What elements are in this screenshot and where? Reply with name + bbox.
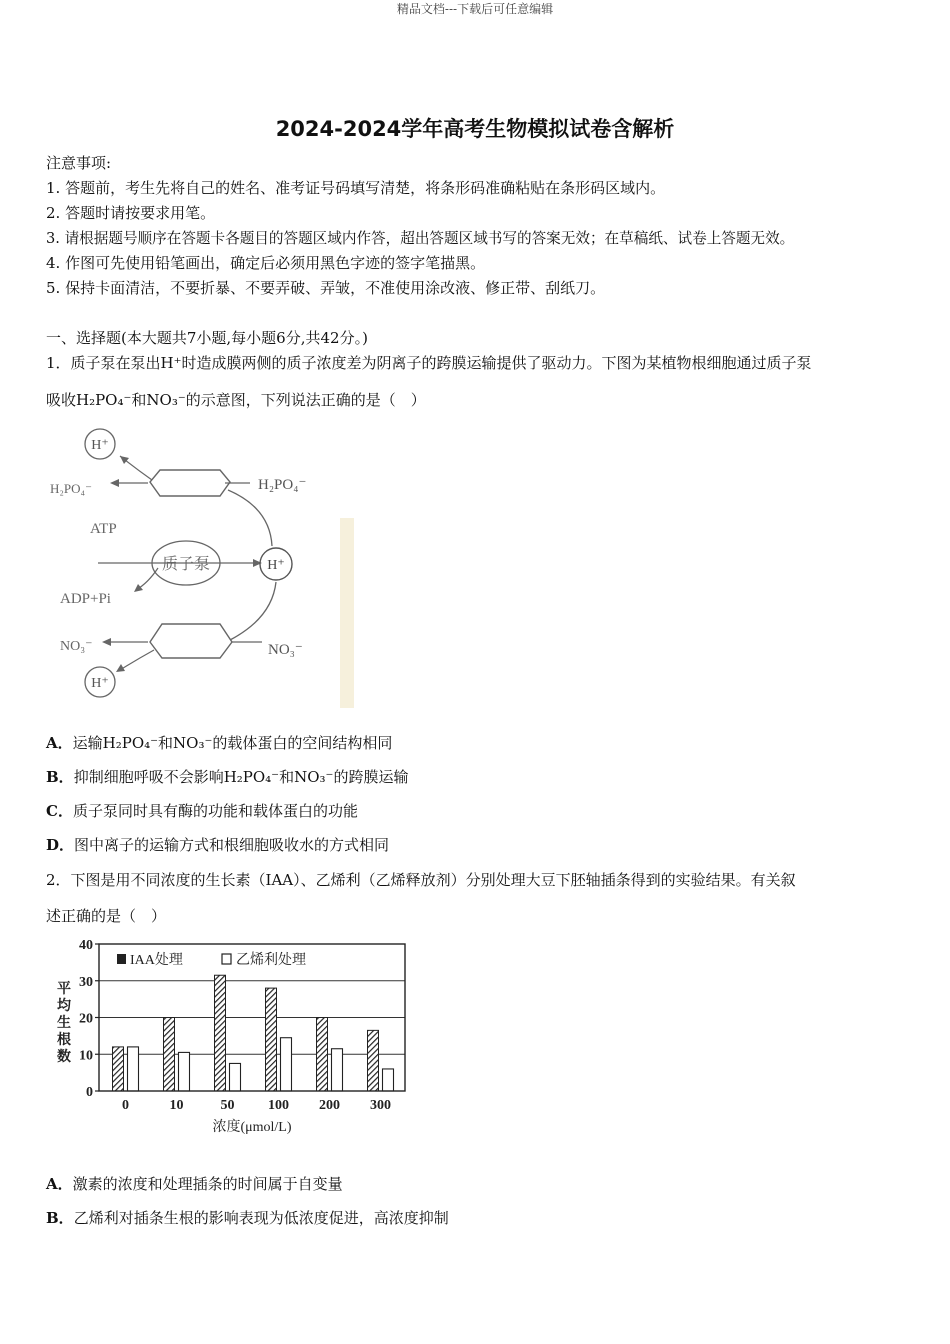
bar-iaa [113, 1047, 124, 1091]
no3-carrier [150, 624, 232, 658]
no3-left-label: NO₃⁻ [60, 639, 93, 654]
arrow [120, 650, 154, 670]
q1-option-d: D．图中离子的运输方式和根细胞吸收水的方式相同 [46, 836, 390, 854]
bar-iaa [317, 1018, 328, 1092]
x-tick-label: 0 [122, 1098, 129, 1113]
scan-shadow [340, 518, 354, 708]
bar-ethephon [383, 1069, 394, 1091]
notice-item: 5. 保持卡面清洁，不要折暴、不要弄破、弄皱，不准使用涂改液、修正带、刮纸刀。 [46, 279, 606, 297]
adp-label: ADP+Pi [60, 591, 111, 607]
arrowhead [110, 479, 119, 487]
y-tick-label: 0 [86, 1085, 93, 1100]
bar-iaa [266, 988, 277, 1091]
q2-option-a: A．激素的浓度和处理插条的时间属于自变量 [46, 1175, 343, 1193]
bar-ethephon [332, 1049, 343, 1091]
x-tick-label: 100 [268, 1098, 289, 1113]
notice-item: 3. 请根据题号顺序在答题卡各题目的答题区域内作答，超出答题区域书写的答案无效；在草稿纸、试卷上答题无效。 [46, 230, 795, 247]
h2po4-left-label: H₂PO₄⁻ [50, 481, 92, 496]
atp-label: ATP [90, 521, 117, 537]
curve [228, 490, 272, 546]
y-tick-label: 20 [79, 1011, 93, 1027]
no3-right-label: NO₃⁻ [268, 642, 303, 658]
bar-ethephon [281, 1038, 292, 1091]
bar-iaa [164, 1018, 175, 1092]
h2po4-carrier [150, 470, 230, 496]
notice-heading: 注意事项: [46, 154, 112, 172]
arrowhead [134, 584, 143, 592]
bar-iaa [368, 1030, 379, 1091]
section-heading: 一、选择题(本大题共7小题,每小题6分,共42分。) [46, 329, 368, 347]
q1-stem-line2: 吸收H₂PO₄⁻和NO₃⁻的示意图，下列说法正确的是（ ） [46, 391, 426, 409]
q2-stem-line1: 2．下图是用不同浓度的生长素（IAA）、乙烯利（乙烯释放剂）分别处理大豆下胚轴插条得到的实验结果。有关叙 [46, 871, 796, 889]
proton-pump-diagram [40, 418, 360, 713]
curve [230, 582, 276, 640]
h2po4-right-label: H₂PO₄⁻ [258, 477, 307, 493]
legend-label-ethephon: 乙烯利处理 [236, 953, 306, 968]
y-tick-label: 10 [79, 1048, 93, 1064]
x-tick-label: 50 [220, 1098, 235, 1113]
pump-label: 质子泵 [161, 556, 211, 573]
notice-item: 1. 答题前，考生先将自己的姓名、准考证号码填写清楚，将条形码准确粘贴在条形码区域内。 [46, 179, 666, 197]
q1-option-b: B．抑制细胞呼吸不会影响H₂PO₄⁻和NO₃⁻的跨膜运输 [46, 768, 409, 786]
legend-label-iaa: IAA处理 [130, 953, 183, 968]
q2-stem-line2: 述正确的是（ ） [46, 907, 167, 925]
notice-item: 2. 答题时请按要求用笔。 [46, 204, 216, 222]
x-axis-label: 浓度(μmol/L) [212, 1120, 292, 1135]
legend-swatch-iaa [117, 954, 126, 964]
x-tick-label: 200 [319, 1098, 340, 1113]
q1-option-a: A．运输H₂PO₄⁻和NO₃⁻的载体蛋白的空间结构相同 [46, 734, 393, 752]
y-tick-label: 30 [79, 974, 93, 990]
x-tick-label: 300 [370, 1098, 391, 1113]
q1-stem-line1: 1．质子泵在泵出H⁺时造成膜两侧的质子浓度差为阴离子的跨膜运输提供了驱动力。下图为某植物根细胞通过质子泵 [46, 354, 812, 372]
bar-ethephon [128, 1047, 139, 1091]
bar-ethephon [179, 1052, 190, 1091]
h-plus-label: H⁺ [91, 438, 109, 453]
q2-option-b: B．乙烯利对插条生根的影响表现为低浓度促进，高浓度抑制 [46, 1209, 449, 1227]
bar-ethephon [230, 1063, 241, 1091]
svg-text:平均生根数: 平均生根数 [57, 982, 71, 1065]
x-tick-label: 10 [169, 1098, 184, 1113]
notice-item: 4. 作图可先使用铅笔画出，确定后必须用黑色字迹的签字笔描黑。 [46, 254, 486, 272]
rooting-bar-chart [44, 935, 414, 1140]
h-plus-label: H⁺ [267, 558, 285, 573]
arrowhead [120, 456, 129, 464]
y-tick-label: 40 [79, 938, 93, 953]
arrowhead [102, 638, 111, 646]
q1-option-c: C．质子泵同时具有酶的功能和载体蛋白的功能 [46, 802, 358, 820]
page-header: 精品文档---下载后可任意编辑 [396, 2, 554, 16]
page-title: 2024-2024学年高考生物模拟试卷含解析 [275, 117, 675, 141]
legend-swatch-ethephon [222, 954, 231, 964]
y-axis-label [57, 980, 72, 1065]
h-plus-label: H⁺ [91, 676, 109, 691]
bar-iaa [215, 975, 226, 1091]
